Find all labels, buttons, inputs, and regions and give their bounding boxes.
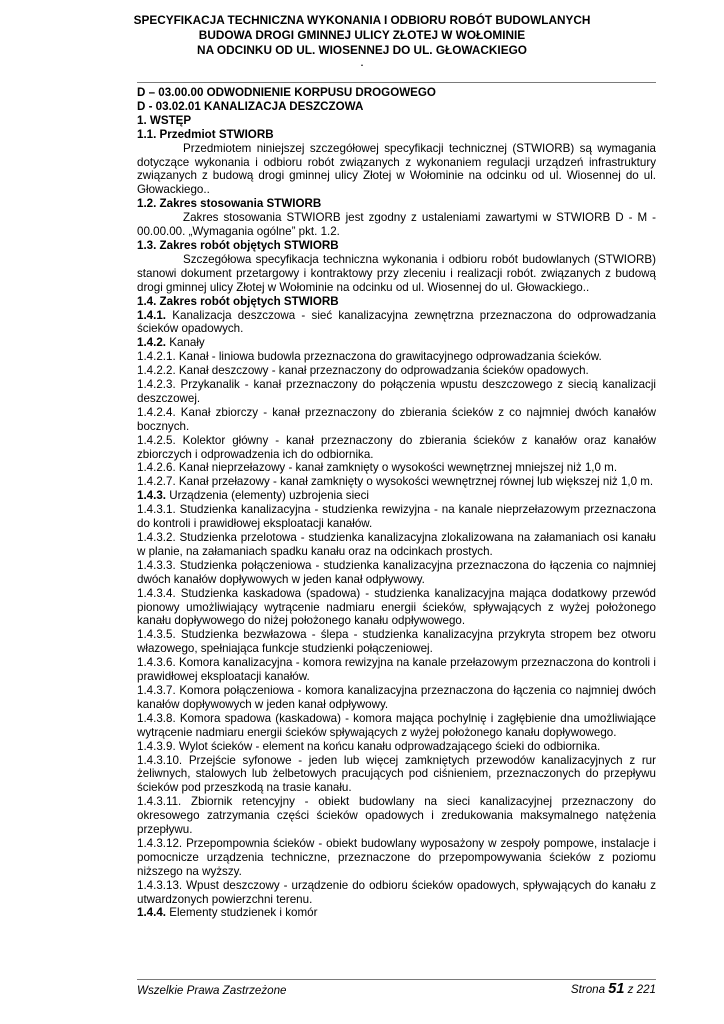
- heading-1-2: 1.2. Zakres stosowania STWIORB: [137, 197, 322, 211]
- footer-rights: Wszelkie Prawa Zastrzeżone: [137, 984, 287, 997]
- section-heading-d: D – 03.00.00 ODWODNIENIE KORPUSU DROGOWEGO: [137, 86, 436, 99]
- paragraph-1-4-3-3: 1.4.3.3. Studzienka połączeniowa - studzienka kanalizacyjna przeznaczona do łączenia co najmniej dwóch kanałów dopływowych w jeden kanał odpływowy.: [137, 558, 656, 586]
- paragraph-1-4-3-7: 1.4.3.7. Komora połączeniowa - komora kanalizacyjna przeznaczona do łączenia co najmniej dwóch kanałów dopływowych w jeden kanał odpływowy.: [137, 683, 656, 711]
- text-1-4-3: Urządzenia (elementy) uzbrojenia sieci: [166, 489, 369, 503]
- paragraph-1-4-1: [137, 309, 656, 337]
- document-header: [0, 13, 724, 68]
- paragraph-1-4-3-5: 1.4.3.5. Studzienka bezwłazowa - ślepa - studzienka kanalizacyjna przykryta stropem bez otworu włazowego, spełniająca funkcje studzienki połączeniowej.: [137, 628, 656, 656]
- text-1-4-1: Kanalizacja deszczowa - sieć kanalizacyjna zewnętrzna przeznaczona do odprowadzania ścieków opadowych.: [137, 308, 656, 336]
- page-prefix: Strona: [570, 983, 609, 996]
- paragraph-1-4-3-2: 1.4.3.2. Studzienka przelotowa - studzienka kanalizacyjna zlokalizowana na załamaniach osi kanału w planie, na załamaniach spadku kanału oraz na odcinkach prostych.: [137, 531, 656, 558]
- paragraph-1-4-2-6: 1.4.2.6. Kanał nieprzełazowy - kanał zamknięty o wysokości wewnętrznej mniejszej niż 1,0 m.: [137, 461, 618, 475]
- paragraph-1-4-2-5: 1.4.2.5. Kolektor główny - kanał przeznaczony do zbierania ścieków z kanałów oraz kanałów zbiorczych i odprowadzenia ich do odbiornika.: [137, 433, 656, 461]
- header-title-line-1: SPECYFIKACJA TECHNICZNA WYKONANIA I ODBIORU ROBÓT BUDOWLANYCH: [133, 13, 591, 27]
- header-rule: [137, 82, 656, 83]
- paragraph-1-4-2-2: 1.4.2.2. Kanał deszczowy - kanał przeznaczony do odprowadzania ścieków opadowych.: [137, 364, 589, 378]
- paragraph-1-4-3-6: 1.4.3.6. Komora kanalizacyjna - komora rewizyjna na kanale przełazowym przeznaczona do kontroli i prawidłowej eksploatacji kanałów.: [137, 656, 656, 684]
- paragraph-1-4-3-4: 1.4.3.4. Studzienka kaskadowa (spadowa) - studzienka kanalizacyjna mająca dodatkowy przewód pionowy umożliwiający wytrącenie nadmiaru energii ścieków, spływających z wyżej położonego kanału dopływowego do niżej położonego kanału odpływowego.: [137, 586, 656, 628]
- paragraph-1-4-2-3: 1.4.2.3. Przykanalik - kanał przeznaczony do połączenia wpustu deszczowego z siecią kanalizacji deszczowej.: [137, 378, 656, 405]
- number-1-4-3: 1.4.3.: [137, 489, 167, 503]
- page-total: z 221: [624, 983, 656, 996]
- number-1-4-1: 1.4.1.: [137, 308, 167, 322]
- paragraph-1-4-3-10: 1.4.3.10. Przejście syfonowe - jeden lub więcej zamkniętych przewodów kanalizacyjnych z rur żeliwnych, stalowych lub żelbetowych pracujących pod ciśnieniem, przeznaczonych do przepływu ścieków pod przeszkodą na trasie kanału.: [137, 753, 656, 795]
- paragraph-1-4-3: [137, 489, 656, 503]
- page-number: 51: [608, 981, 625, 997]
- paragraph-1-4-2-4: 1.4.2.4. Kanał zbiorczy - kanał przeznaczony do zbierania ścieków z co najmniej dwóch kanałów bocznych.: [137, 405, 656, 433]
- header-title-line-3: NA ODCINKU OD UL. WIOSENNEJ DO UL. GŁOWACKIEGO: [197, 43, 527, 57]
- header-title-line-2: BUDOWA DROGI GMINNEJ ULICY ZŁOTEJ W WOŁOMINIE: [198, 28, 526, 42]
- paragraph-1-1: Przedmiotem niniejszej szczegółowej specyfikacji technicznej (STWIORB) są wymagania dotyczące wykonania i odbioru robót związanych z wykonaniem regulacji urządzeń infrastruktury związanych z budową drogi gminnej ulicy Złotej w Wołominie na odcinku od ul. Wiosennej do ul. Głowackiego..: [137, 141, 656, 197]
- header-dot: .: [360, 58, 364, 68]
- paragraph-1-3: Szczegółowa specyfikacja techniczna wykonania i odbioru robót budowlanych (STWIORB) stanowi dokument przetargowy i kontraktowy przy zleceniu i realizacji robót. związanych z budową drogi gminnej ulicy Złotej w Wołominie na odcinku od ul. Wiosennej do ul. Głowackiego..: [137, 252, 656, 294]
- text-1-4-4: Elementy studzienek i komór: [166, 906, 318, 920]
- paragraph-1-4-3-11: 1.4.3.11. Zbiornik retencyjny - obiekt budowlany na sieci kanalizacyjnej przeznaczony do okresowego zatrzymania części ścieków opadowych i zredukowania maksymalnego natężenia przepływu.: [137, 795, 656, 837]
- paragraph-1-4-3-12: 1.4.3.12. Przepompownia ścieków - obiekt budowlany wyposażony w zespoły pompowe, instalacje i pomocnicze urządzenia techniczne, przeznaczone do przepompowywania ścieków z poziomu niższego na wyższy.: [137, 836, 656, 878]
- heading-1-4: 1.4. Zakres robót objętych STWIORB: [137, 294, 339, 308]
- page-counter: [571, 981, 656, 997]
- number-1-4-4: 1.4.4.: [137, 906, 167, 920]
- document-body: [137, 86, 656, 920]
- heading-1-3: 1.3. Zakres robót objętych STWIORB: [137, 238, 339, 252]
- paragraph-1-4-2: [137, 336, 656, 350]
- paragraph-1-4-4: [137, 906, 656, 920]
- paragraph-1-4-3-8: 1.4.3.8. Komora spadowa (kaskadowa) - komora mająca pochylnię i zagłębienie dna umożliwiające wytrącenie nadmiaru energii ścieków spływających z wyżej położonego kanału dopływowego.: [137, 711, 656, 739]
- number-1-4-2: 1.4.2.: [137, 336, 167, 350]
- paragraph-1-4-3-1: 1.4.3.1. Studzienka kanalizacyjna - studzienka rewizyjna - na kanale nieprzełazowym przeznaczona do kontroli i prawidłowej eksploatacji kanałów.: [137, 503, 656, 531]
- paragraph-1-4-3-9: 1.4.3.9. Wylot ścieków - element na końcu kanału odprowadzającego ścieki do odbiornika.: [137, 739, 601, 753]
- heading-1: 1. WSTĘP: [137, 113, 192, 127]
- paragraph-1-4-2-7: 1.4.2.7. Kanał przełazowy - kanał zamknięty o wysokości wewnętrznej równej lub większej niż 1,0 m.: [137, 475, 654, 489]
- text-1-4-2: Kanały: [166, 336, 205, 350]
- section-heading-d2: D - 03.02.01 KANALIZACJA DESZCZOWA: [137, 99, 364, 113]
- footer-rule: [137, 979, 656, 980]
- paragraph-1-4-3-13: 1.4.3.13. Wpust deszczowy - urządzenie do odbioru ścieków opadowych, spływających do kanału z utwardzonych powierzchni terenu.: [137, 878, 656, 906]
- heading-1-1: 1.1. Przedmiot STWIORB: [137, 127, 274, 141]
- paragraph-1-2: Zakres stosowania STWIORB jest zgodny z ustaleniami zawartymi w STWIORB D - M - 00.00.00. „Wymagania ogólne” pkt. 1.2.: [137, 211, 656, 239]
- paragraph-1-4-2-1: 1.4.2.1. Kanał - liniowa budowla przeznaczona do grawitacyjnego odprowadzania ścieków.: [137, 350, 602, 364]
